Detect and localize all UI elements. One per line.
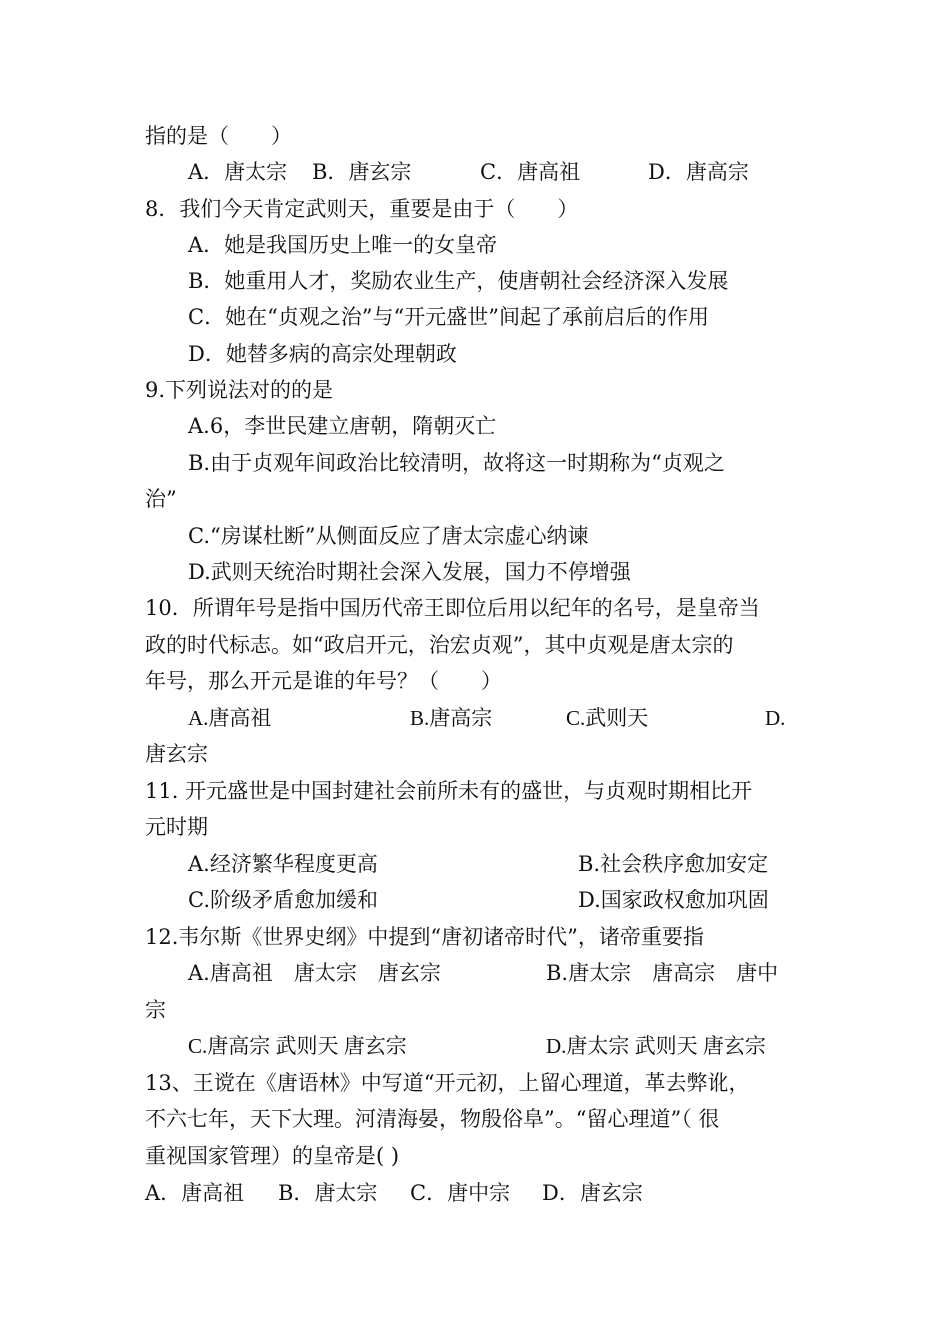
q8-option-b: B．她重用人才，奖励农业生产，使唐朝社会经济深入发展	[188, 269, 729, 293]
q10-option-d-cont: 唐玄宗	[145, 742, 208, 766]
q8-option-d: D．她替多病的高宗处理朝政	[188, 342, 457, 366]
q12-option-b-cont: 宗	[145, 998, 166, 1022]
q7-option-b: B．唐玄宗	[312, 160, 412, 184]
q9-option-a: A.6，李世民建立唐朝，隋朝灭亡	[188, 414, 497, 438]
q9-stem: 9.下列说法对的的是	[145, 378, 334, 402]
q10-stem-line-2: 政的时代标志。如“政启开元，治宏贞观”，其中贞观是唐太宗的	[145, 633, 734, 657]
q9-option-c: C.“房谋杜断”从侧面反应了唐太宗虚心纳谏	[188, 524, 589, 548]
q12-option-c: C.唐高宗 武则天 唐玄宗	[188, 1034, 407, 1058]
q8-stem: 8．我们今天肯定武则天，重要是由于（ ）	[145, 197, 579, 221]
q8-option-c: C．她在“贞观之治”与“开元盛世”间起了承前启后的作用	[188, 305, 710, 329]
q12-stem: 12.韦尔斯《世界史纲》中提到“唐初诸帝时代”，诸帝重要指	[145, 925, 704, 949]
q11-stem-line-1: 11. 开元盛世是中国封建社会前所未有的盛世，与贞观时期相比开	[145, 779, 753, 803]
q13-stem-line-2: 不六七年，天下大理。河清海晏，物殷俗阜”。“留心理道”（ 很	[145, 1107, 720, 1131]
q9-option-b-cont: 治”	[145, 487, 177, 511]
q10-option-d: D.	[765, 706, 786, 730]
q9-option-b: B.由于贞观年间政治比较清明，故将这一时期称为“贞观之	[188, 451, 725, 475]
q12-option-d: D.唐太宗 武则天 唐玄宗	[546, 1034, 766, 1058]
q13-stem-line-3: 重视国家管理）的皇帝是( )	[145, 1144, 400, 1168]
q7-option-c: C．唐高祖	[480, 160, 581, 184]
q10-option-a: A.唐高祖	[188, 706, 272, 730]
q7-option-d: D．唐高宗	[648, 160, 749, 184]
q11-option-a: A.经济繁华程度更高	[188, 852, 378, 876]
q8-option-a: A．她是我国历史上唯一的女皇帝	[188, 233, 498, 257]
q12-option-a: A.唐高祖 唐太宗 唐玄宗	[188, 961, 441, 985]
q11-stem-line-2: 元时期	[145, 815, 208, 839]
q10-option-b: B.唐高宗	[410, 706, 493, 730]
q11-option-c: C.阶级矛盾愈加缓和	[188, 888, 378, 912]
q9-option-d: D.武则天统治时期社会深入发展，国力不停增强	[188, 560, 631, 584]
q13-option-b: B．唐太宗	[278, 1181, 378, 1205]
q13-option-c: C．唐中宗	[410, 1181, 511, 1205]
q7-stem-tail: 指的是（ ）	[145, 124, 292, 148]
q11-option-d: D.国家政权愈加巩固	[578, 888, 769, 912]
q7-option-a: A．唐太宗	[188, 160, 288, 184]
q10-stem-line-3: 年号，那么开元是谁的年号？（ ）	[145, 669, 502, 693]
q13-option-a: A．唐高祖	[145, 1181, 245, 1205]
q13-stem-line-1: 13、王谠在《唐语林》中写道“开元初，上留心理道，革去弊讹，	[145, 1071, 750, 1095]
q13-option-d: D．唐玄宗	[542, 1181, 643, 1205]
q11-option-b: B.社会秩序愈加安定	[578, 852, 769, 876]
q10-stem-line-1: 10．所谓年号是指中国历代帝王即位后用以纪年的名号，是皇帝当	[145, 596, 760, 620]
q12-option-b: B.唐太宗 唐高宗 唐中	[546, 961, 779, 985]
q10-option-c: C.武则天	[566, 706, 649, 730]
